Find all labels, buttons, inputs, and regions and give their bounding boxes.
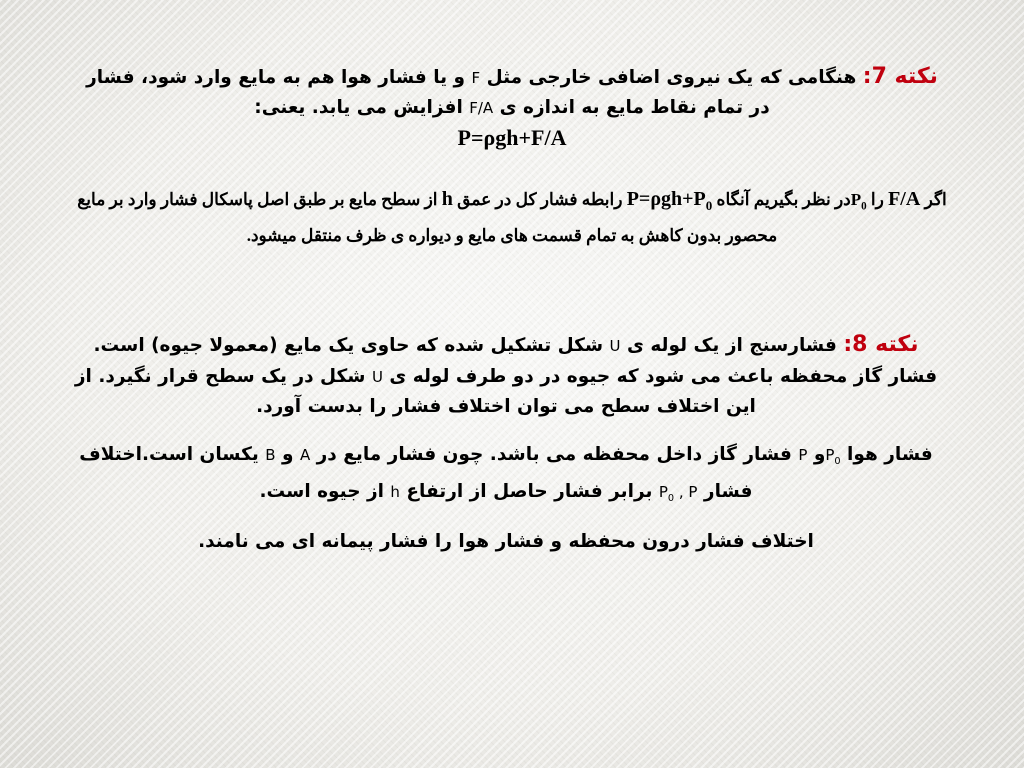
pascal-text-3: در نظر بگیریم آنگاه [712, 190, 851, 209]
pascal-paragraph [72, 184, 952, 251]
pair-p-letter: , P [674, 482, 698, 501]
note-7-text-3: افزایش می یابد. یعنی: [254, 97, 470, 118]
p0-symbol [825, 446, 841, 467]
note-7-text-1: هنگامی که یک نیروی اضافی خارجی مثل [480, 67, 863, 88]
pressure-text-6: برابر فشار حاصل از ارتفاع [399, 480, 659, 502]
pressure-text-1: فشار هوا [840, 444, 933, 465]
pascal-p0-symbol [850, 190, 867, 213]
pascal-text-5: از سطح مایع بر طبق اصل پاسکال فشار وارد بر مایع محصور بدون کاهش به تمام قسمت های مایع و دیواره ی ظرف منتقل میشود. [77, 190, 778, 246]
pressure-text-2: و [807, 444, 826, 465]
pascal-formula-main: P=ρgh+P [626, 188, 706, 210]
u-symbol-1: U [609, 337, 621, 355]
pair-p0-letter: P [658, 482, 668, 501]
force-symbol: F [471, 69, 481, 87]
note-7-paragraph [80, 62, 944, 152]
note-8-paragraph [70, 330, 942, 422]
h-symbol: h [390, 482, 400, 501]
pascal-h-symbol: h [441, 188, 453, 210]
a-symbol: A [299, 446, 311, 464]
note-8-label: نکته 8: [843, 332, 919, 357]
pressure-text-5: یکسان است.اختلاف فشار [79, 444, 753, 502]
b-symbol: B [265, 446, 276, 464]
p0-subscript: 0 [834, 456, 841, 467]
pascal-text-4: رابطه فشار کل در عمق [452, 190, 627, 209]
note-8-text-1: فشارسنج از یک لوله ی [620, 335, 844, 356]
pressure-formula: P=ρgh+F/A [457, 125, 567, 150]
pressure-text-3: فشار گاز داخل محفظه می باشد. چون فشار مایع در [310, 444, 799, 465]
p0-letter: P [825, 446, 835, 464]
note-7-text-2: و یا فشار هوا هم به مایع وارد شود، فشار در تمام نقاط مایع به اندازه ی [86, 67, 770, 118]
pressure-text-7: از جیوه است. [259, 480, 391, 502]
note-8-text-3: شکل در یک سطح قرار نگیرد. از این اختلاف سطح می توان اختلاف فشار را بدست آورد. [74, 365, 756, 417]
u-symbol-2: U [371, 367, 383, 386]
note-8-text-2: شکل تشکیل شده که حاوی یک مایع (معمولا جیوه) است. فشار گاز محفظه باعث می شود که جیوه در دو طرف لوله ی [93, 335, 938, 387]
pair-p0-subscript: 0 [667, 492, 675, 504]
pascal-p-letter: P [850, 190, 862, 209]
gauge-pressure-text: اختلاف فشار درون محفظه و فشار هوا را فشار پیمانه ای می نامند. [198, 531, 814, 552]
p0-p-pair [658, 482, 698, 504]
force-per-area-symbol: F/A [469, 99, 494, 117]
pascal-text-2: را [866, 190, 889, 209]
pascal-p-subscript: 0 [861, 200, 867, 213]
pascal-formula-subscript: 0 [705, 198, 713, 213]
pressure-paragraph [70, 440, 942, 513]
pascal-fa-symbol: F/A [888, 188, 921, 210]
pascal-text-1: اگر [920, 190, 947, 209]
p-symbol: P [798, 446, 808, 464]
pressure-text-4: و [275, 444, 300, 465]
note-7-label: نکته 7: [862, 64, 938, 89]
pascal-formula [626, 188, 713, 213]
gauge-pressure-paragraph [70, 527, 942, 557]
